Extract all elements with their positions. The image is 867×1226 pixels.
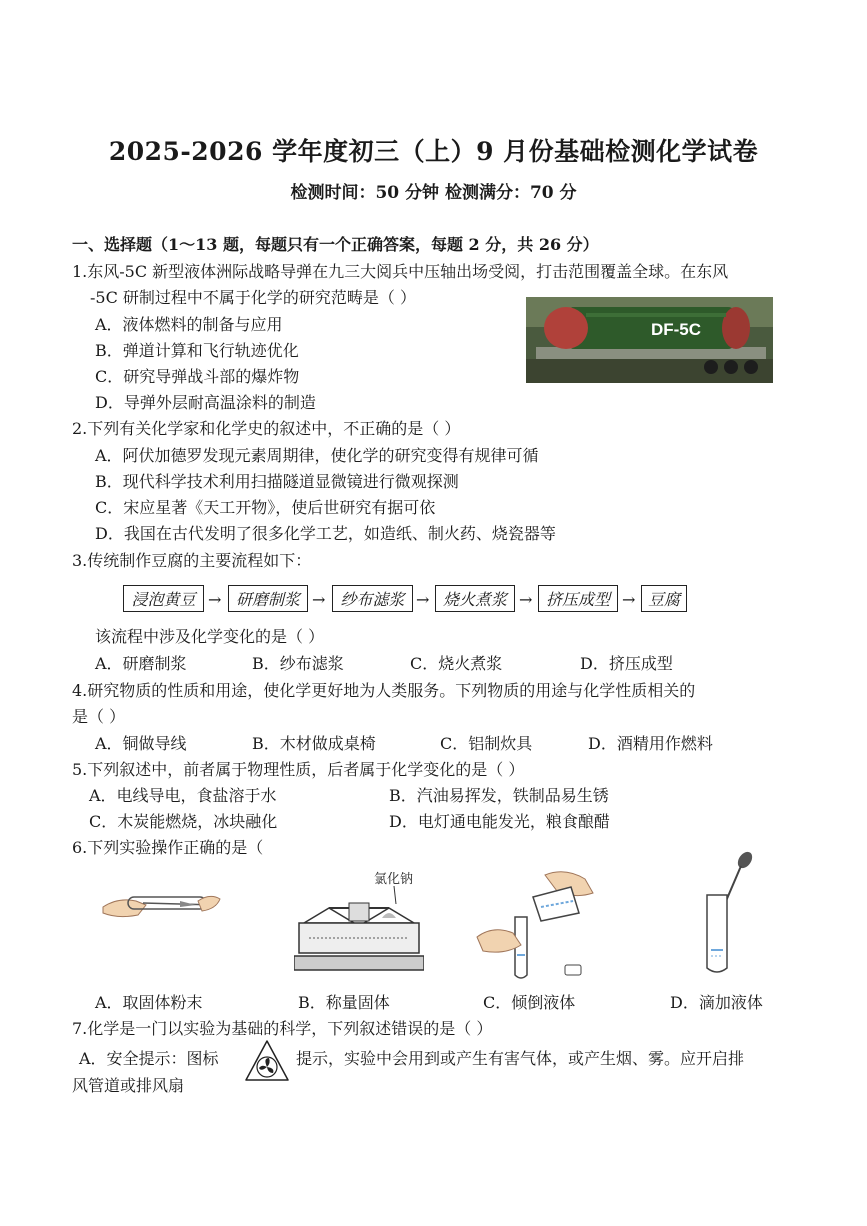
q2-option-a: A．阿伏加德罗发现元素周期律，使化学的研究变得有规律可循	[95, 446, 539, 465]
missile-photo	[526, 297, 773, 383]
q2-stem: 2.下列有关化学家和化学史的叙述中，不正确的是（ ）	[72, 419, 461, 438]
q3-option-c: C．烧火煮浆	[410, 654, 503, 673]
missile-label: DF-5C	[650, 320, 702, 339]
flow-step-6: 豆腐	[641, 585, 687, 612]
q6-option-a: A．取固体粉末	[95, 993, 203, 1012]
q7-option-a-line2: 风管道或排风扇	[72, 1076, 185, 1095]
q6-option-c: C．倾倒液体	[483, 993, 576, 1012]
q7-option-a-prefix: A．安全提示：图标	[79, 1049, 219, 1068]
flow-arrow: →	[208, 590, 222, 609]
exam-info: 检测时间：50 分钟 检测满分：70 分	[290, 183, 577, 203]
q1-option-b: B．弹道计算和飞行轨迹优化	[95, 341, 299, 360]
q4-option-d: D．酒精用作燃料	[588, 734, 713, 753]
flow-arrow: →	[312, 590, 326, 609]
balance-label: 氯化钠	[374, 871, 414, 886]
q6-option-d: D．滴加液体	[670, 993, 763, 1012]
q2-option-b: B．现代科学技术利用扫描隧道显微镜进行微观探测	[95, 472, 459, 491]
q4-option-b: B．木材做成桌椅	[252, 734, 376, 753]
flow-step-3: 纱布滤浆	[332, 585, 413, 612]
q1-option-a: A．液体燃料的制备与应用	[95, 315, 283, 334]
q3-question: 该流程中涉及化学变化的是（ ）	[95, 627, 325, 646]
section-heading: 一、选择题（1～13 题，每题只有一个正确答案，每题 2 分，共 26 分）	[72, 235, 599, 254]
flow-arrow: →	[519, 590, 533, 609]
q6-stem: 6.下列实验操作正确的是（	[72, 838, 264, 857]
page-title: 2025-2026 学年度初三（上）9 月份基础检测化学试卷	[108, 137, 759, 166]
q5-option-c: C．木炭能燃烧，冰块融化	[89, 812, 278, 831]
flow-step-4: 烧火煮浆	[435, 585, 515, 612]
q1-stem-line1: 1.东风-5C 新型液体洲际战略导弹在九三大阅兵中压轴出场受阅，打击范围覆盖全球。在东风	[72, 262, 729, 281]
balance-illustration	[294, 868, 424, 978]
q3-option-a: A．研磨制浆	[95, 654, 187, 673]
q1-option-d: D．导弹外层耐高温涂料的制造	[95, 393, 316, 412]
dropper-illustration	[695, 850, 765, 980]
q2-option-c: C．宋应星著《天工开物》，使后世研究有据可依	[95, 498, 436, 517]
pouring-liquid-illustration	[475, 865, 600, 980]
flow-step-5: 挤压成型	[538, 585, 618, 612]
q3-option-d: D．挤压成型	[580, 654, 673, 673]
flow-step-1: 浸泡黄豆	[123, 585, 204, 612]
q7-option-a-text: 提示，实验中会用到或产生有害气体，或产生烟、雾。应开启排	[296, 1049, 745, 1068]
q1-option-c: C．研究导弹战斗部的爆炸物	[95, 367, 300, 386]
q4-option-a: A．铜做导线	[95, 734, 187, 753]
powder-sampling-illustration	[98, 875, 228, 930]
q6-option-b: B．称量固体	[298, 993, 390, 1012]
q4-stem-line2: 是（ ）	[72, 707, 126, 726]
ventilation-warning-icon	[243, 1038, 291, 1084]
flow-arrow: →	[416, 590, 430, 609]
flow-step-2: 研磨制浆	[228, 585, 308, 612]
q3-option-b: B．纱布滤浆	[252, 654, 344, 673]
q5-option-a: A．电线导电，食盐溶于水	[89, 786, 277, 805]
q4-stem-line1: 4.研究物质的性质和用途，使化学更好地为人类服务。下列物质的用途与化学性质相关的	[72, 681, 696, 700]
flow-arrow: →	[622, 590, 636, 609]
q2-option-d: D．我国在古代发明了很多化学工艺，如造纸、制火药、烧瓷器等	[95, 524, 556, 543]
q5-option-b: B．汽油易挥发，铁制品易生锈	[389, 786, 609, 805]
q3-stem: 3.传统制作豆腐的主要流程如下：	[72, 551, 312, 570]
q4-option-c: C．铝制炊具	[440, 734, 533, 753]
q5-option-d: D．电灯通电能发光，粮食酿醋	[389, 812, 610, 831]
q7-stem: 7.化学是一门以实验为基础的科学，下列叙述错误的是（ ）	[72, 1019, 493, 1038]
q1-stem-line2: -5C 研制过程中不属于化学的研究范畴是（ ）	[90, 288, 417, 307]
q5-stem: 5.下列叙述中，前者属于物理性质，后者属于化学变化的是（ ）	[72, 760, 525, 779]
